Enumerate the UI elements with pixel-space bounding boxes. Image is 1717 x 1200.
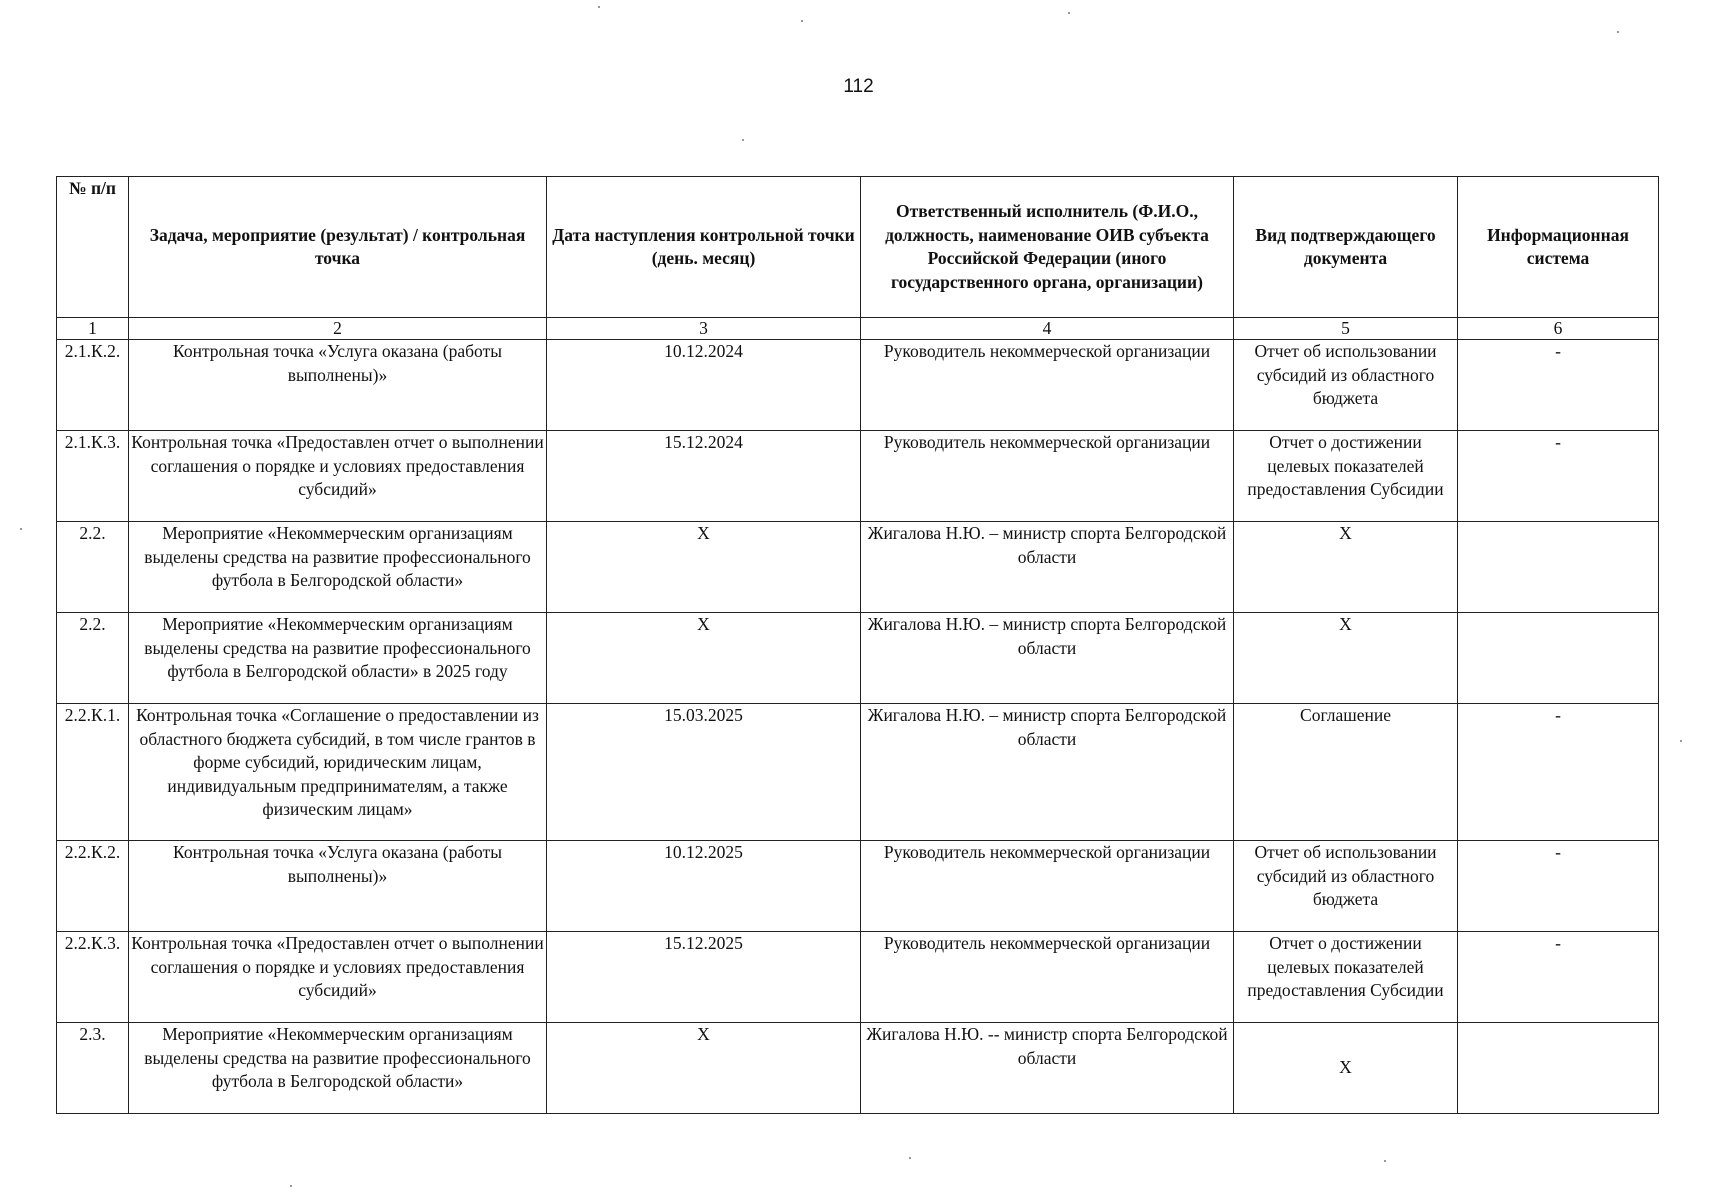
row-responsible: Руководитель некоммерческой организации [861,431,1234,522]
row-number: 2.3. [57,1023,129,1114]
row-responsible: Руководитель некоммерческой организации [861,340,1234,431]
column-number-row [57,318,1659,340]
scan-speck [1384,1160,1386,1162]
scan-speck [598,6,600,8]
row-task: Контрольная точка «Услуга оказана (работы выполнены)» [129,841,547,932]
header-task: Задача, мероприятие (результат) / контрольная точка [129,177,547,318]
header-responsible: Ответственный исполнитель (Ф.И.О., должность, наименование ОИВ субъекта Российской Федерации (иного государственного органа, организации) [861,177,1234,318]
row-system [1458,613,1659,704]
scan-speck [801,20,803,22]
table-row [57,522,1659,613]
table-row [57,340,1659,431]
table-row [57,431,1659,522]
header-date: Дата наступления контрольной точки (день. месяц) [547,177,861,318]
row-responsible: Жигалова Н.Ю. -- министр спорта Белгородской области [861,1023,1234,1114]
row-document: Отчет об использовании субсидий из областного бюджета [1234,340,1458,431]
header-document: Вид подтверждающего документа [1234,177,1458,318]
row-document: Х [1234,613,1458,704]
row-date: Х [547,1023,861,1114]
row-document: Отчет о достижении целевых показателей предоставления Субсидии [1234,431,1458,522]
row-date: Х [547,613,861,704]
column-number: 5 [1234,318,1458,340]
row-task: Мероприятие «Некоммерческим организациям выделены средства на развитие профессионального футбола в Белгородской области» [129,1023,547,1114]
scan-speck [909,1157,911,1159]
row-task: Контрольная точка «Соглашение о предоставлении из областного бюджета субсидий, в том числе грантов в форме субсидий, юридическим лицам, индивидуальным предпринимателям, а также физическим лицам» [129,704,547,841]
row-date: 10.12.2024 [547,340,861,431]
row-date: 15.12.2025 [547,932,861,1023]
table-row [57,932,1659,1023]
row-number: 2.1.К.3. [57,431,129,522]
row-number: 2.2.К.2. [57,841,129,932]
table-row [57,1023,1659,1114]
row-document: Отчет о достижении целевых показателей предоставления Субсидии [1234,932,1458,1023]
column-number: 6 [1458,318,1659,340]
header-number: № п/п [57,177,129,318]
row-task: Контрольная точка «Предоставлен отчет о выполнении соглашения о порядке и условиях предоставления субсидий» [129,431,547,522]
scan-speck [742,139,744,141]
column-number: 3 [547,318,861,340]
page-number: 112 [843,76,874,97]
row-task: Мероприятие «Некоммерческим организациям выделены средства на развитие профессионального футбола в Белгородской области» в 2025 году [129,613,547,704]
column-number: 4 [861,318,1234,340]
row-document: Х [1234,1023,1458,1114]
table-header-row [57,177,1659,318]
row-document: Отчет об использовании субсидий из областного бюджета [1234,841,1458,932]
row-document: Х [1234,522,1458,613]
row-date: Х [547,522,861,613]
row-system [1458,522,1659,613]
column-number: 2 [129,318,547,340]
row-task: Мероприятие «Некоммерческим организациям выделены средства на развитие профессионального футбола в Белгородской области» [129,522,547,613]
row-responsible: Жигалова Н.Ю. – министр спорта Белгородской области [861,522,1234,613]
scan-speck [1680,740,1682,742]
row-date: 15.12.2024 [547,431,861,522]
row-responsible: Руководитель некоммерческой организации [861,841,1234,932]
header-system: Информационная система [1458,177,1659,318]
row-system: - [1458,932,1659,1023]
column-number: 1 [57,318,129,340]
row-number: 2.2. [57,613,129,704]
scan-speck [290,1185,292,1187]
row-number: 2.1.К.2. [57,340,129,431]
row-system [1458,1023,1659,1114]
row-number: 2.2.К.3. [57,932,129,1023]
row-date: 15.03.2025 [547,704,861,841]
scan-speck [1068,12,1070,14]
row-number: 2.2. [57,522,129,613]
row-responsible: Руководитель некоммерческой организации [861,932,1234,1023]
scan-speck [1617,31,1619,33]
table-row [57,613,1659,704]
table-row [57,841,1659,932]
table-row [57,704,1659,841]
row-number: 2.2.К.1. [57,704,129,841]
row-task: Контрольная точка «Услуга оказана (работы выполнены)» [129,340,547,431]
scan-speck [20,528,22,530]
control-points-table [56,176,1659,1114]
row-system: - [1458,841,1659,932]
row-date: 10.12.2025 [547,841,861,932]
row-system: - [1458,340,1659,431]
row-responsible: Жигалова Н.Ю. – министр спорта Белгородской области [861,613,1234,704]
row-responsible: Жигалова Н.Ю. – министр спорта Белгородской области [861,704,1234,841]
row-document: Соглашение [1234,704,1458,841]
row-system: - [1458,431,1659,522]
row-task: Контрольная точка «Предоставлен отчет о выполнении соглашения о порядке и условиях предоставления субсидий» [129,932,547,1023]
row-system: - [1458,704,1659,841]
